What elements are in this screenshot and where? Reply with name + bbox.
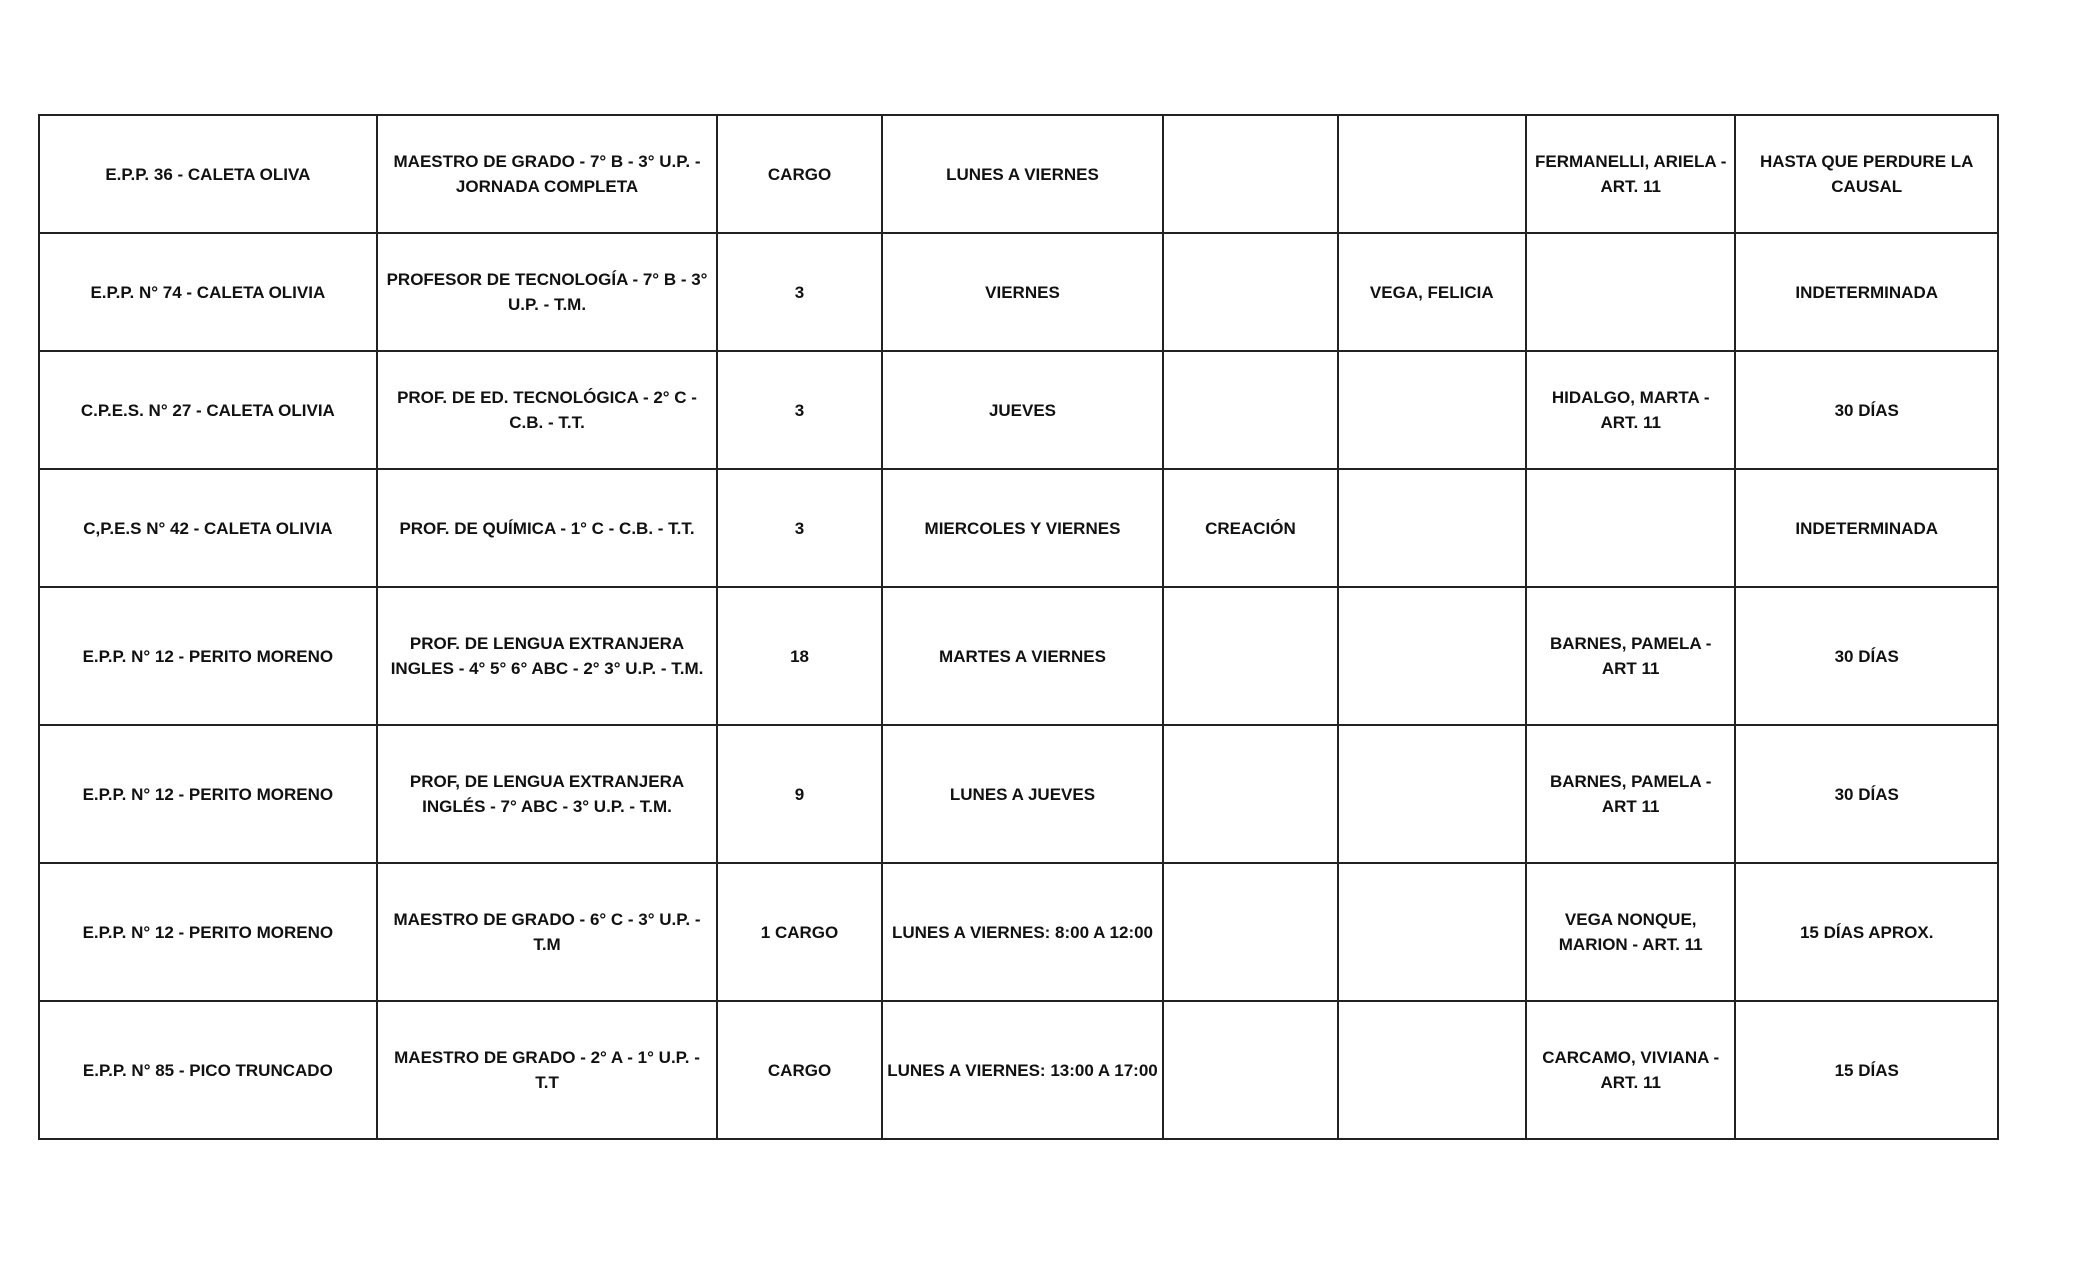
cell-duration: INDETERMINADA [1735, 469, 1998, 587]
table-row [39, 115, 1998, 233]
cell-school: C,P.E.S N° 42 - CALETA OLIVIA [39, 469, 377, 587]
cell-teacher [1338, 469, 1526, 587]
cell-hours: 9 [717, 725, 881, 863]
table-row [39, 351, 1998, 469]
cell-teacher [1338, 863, 1526, 1001]
cell-days: LUNES A VIERNES: 13:00 A 17:00 [882, 1001, 1164, 1139]
cell-school: E.P.P. N° 12 - PERITO MORENO [39, 587, 377, 725]
cell-days: VIERNES [882, 233, 1164, 351]
cell-replacement-of: BARNES, PAMELA - ART 11 [1526, 725, 1735, 863]
cell-reason [1163, 587, 1337, 725]
cell-duration: 30 DÍAS [1735, 725, 1998, 863]
cell-school: E.P.P. N° 12 - PERITO MORENO [39, 863, 377, 1001]
cell-replacement-of: HIDALGO, MARTA - ART. 11 [1526, 351, 1735, 469]
cell-position: MAESTRO DE GRADO - 2° A - 1° U.P. - T.T [377, 1001, 718, 1139]
cell-duration: 30 DÍAS [1735, 351, 1998, 469]
cell-reason [1163, 1001, 1337, 1139]
cell-replacement-of [1526, 469, 1735, 587]
cell-teacher: VEGA, FELICIA [1338, 233, 1526, 351]
cell-duration: 15 DÍAS APROX. [1735, 863, 1998, 1001]
cell-replacement-of: VEGA NONQUE, MARION - ART. 11 [1526, 863, 1735, 1001]
cell-position: MAESTRO DE GRADO - 6° C - 3° U.P. - T.M [377, 863, 718, 1001]
table-row [39, 725, 1998, 863]
table-row [39, 587, 1998, 725]
table-row [39, 469, 1998, 587]
cell-teacher [1338, 115, 1526, 233]
cell-reason [1163, 725, 1337, 863]
cell-position: PROF, DE LENGUA EXTRANJERA INGLÉS - 7° ABC - 3° U.P. - T.M. [377, 725, 718, 863]
cell-days: LUNES A VIERNES: 8:00 A 12:00 [882, 863, 1164, 1001]
cell-position: PROF. DE LENGUA EXTRANJERA INGLES - 4° 5° 6° ABC - 2° 3° U.P. - T.M. [377, 587, 718, 725]
cell-replacement-of: CARCAMO, VIVIANA - ART. 11 [1526, 1001, 1735, 1139]
cell-replacement-of: BARNES, PAMELA - ART 11 [1526, 587, 1735, 725]
cell-position: MAESTRO DE GRADO - 7° B - 3° U.P. - JORNADA COMPLETA [377, 115, 718, 233]
cell-teacher [1338, 351, 1526, 469]
cell-replacement-of: FERMANELLI, ARIELA - ART. 11 [1526, 115, 1735, 233]
cell-days: LUNES A JUEVES [882, 725, 1164, 863]
document-page [38, 114, 1999, 1140]
table-row [39, 1001, 1998, 1139]
cell-reason [1163, 115, 1337, 233]
cell-duration: 15 DÍAS [1735, 1001, 1998, 1139]
cell-school: E.P.P. 36 - CALETA OLIVA [39, 115, 377, 233]
cell-hours: 3 [717, 233, 881, 351]
cell-school: E.P.P. N° 85 - PICO TRUNCADO [39, 1001, 377, 1139]
cell-reason [1163, 863, 1337, 1001]
cell-days: LUNES A VIERNES [882, 115, 1164, 233]
vacancies-table [38, 114, 1999, 1140]
cell-reason [1163, 351, 1337, 469]
cell-replacement-of [1526, 233, 1735, 351]
cell-teacher [1338, 1001, 1526, 1139]
table-row [39, 863, 1998, 1001]
cell-days: MARTES A VIERNES [882, 587, 1164, 725]
cell-duration: HASTA QUE PERDURE LA CAUSAL [1735, 115, 1998, 233]
cell-hours: 18 [717, 587, 881, 725]
cell-teacher [1338, 587, 1526, 725]
cell-days: JUEVES [882, 351, 1164, 469]
cell-hours: CARGO [717, 1001, 881, 1139]
cell-hours: 3 [717, 351, 881, 469]
cell-school: C.P.E.S. N° 27 - CALETA OLIVIA [39, 351, 377, 469]
cell-duration: 30 DÍAS [1735, 587, 1998, 725]
cell-position: PROF. DE ED. TECNOLÓGICA - 2° C - C.B. - T.T. [377, 351, 718, 469]
cell-position: PROFESOR DE TECNOLOGÍA - 7° B - 3° U.P. - T.M. [377, 233, 718, 351]
cell-school: E.P.P. N° 74 - CALETA OLIVIA [39, 233, 377, 351]
cell-teacher [1338, 725, 1526, 863]
cell-position: PROF. DE QUÍMICA - 1° C - C.B. - T.T. [377, 469, 718, 587]
cell-school: E.P.P. N° 12 - PERITO MORENO [39, 725, 377, 863]
cell-days: MIERCOLES Y VIERNES [882, 469, 1164, 587]
cell-reason [1163, 233, 1337, 351]
table-row [39, 233, 1998, 351]
cell-duration: INDETERMINADA [1735, 233, 1998, 351]
cell-hours: 3 [717, 469, 881, 587]
cell-hours: 1 CARGO [717, 863, 881, 1001]
cell-hours: CARGO [717, 115, 881, 233]
cell-reason: CREACIÓN [1163, 469, 1337, 587]
